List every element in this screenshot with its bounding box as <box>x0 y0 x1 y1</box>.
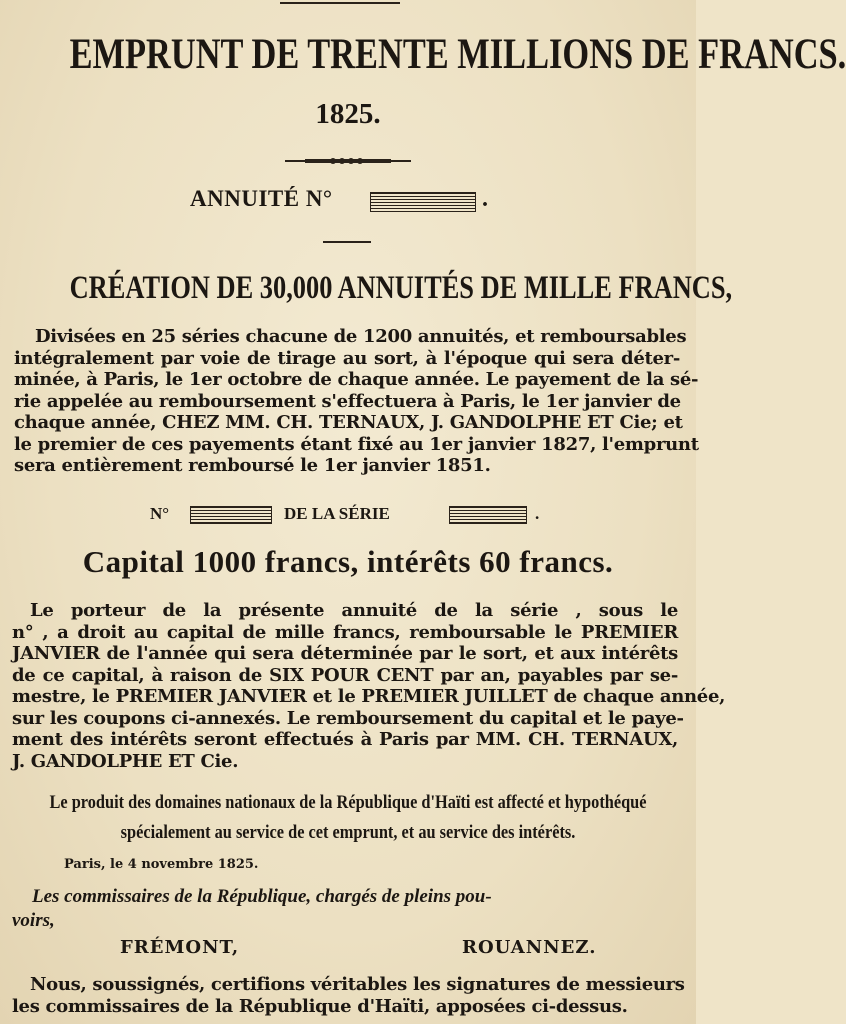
body-line: Le porteur de la présente annuité de la série , sous le <box>30 600 678 621</box>
commissaires-line: voirs, <box>12 910 55 931</box>
annuite-label: ANNUITÉ N° <box>190 186 333 211</box>
certification-line: Nous, soussignés, certifions véritables les signatures de messieurs <box>30 974 685 995</box>
document-date: Paris, le 4 novembre 1825. <box>64 857 259 872</box>
intro-line: intégralement par voie de tirage au sort, à l'époque qui sera déter- <box>14 347 680 369</box>
intro-line: Divisées en 25 séries chacune de 1200 annuités, et remboursables <box>35 326 687 347</box>
intro-line: minée, à Paris, le 1er octobre de chaque année. Le payement de la sé- <box>14 369 699 390</box>
ornament-divider <box>285 156 411 166</box>
serie-label: DE LA SÉRIE <box>284 504 390 523</box>
body-paragraph <box>12 600 726 772</box>
intro-paragraph <box>14 326 699 477</box>
body-line: J. GANDOLPHE ET Cie. <box>12 750 239 772</box>
body-line: sur les coupons ci-annexés. Le remboursement du capital et le paye- <box>12 707 684 729</box>
capital-heading: Capital 1000 francs, intérêts 60 francs. <box>82 544 614 579</box>
serie-number-blank <box>190 506 272 524</box>
creation-heading: CRÉATION DE 30,000 ANNUITÉS DE MILLE FRANCS, <box>69 270 733 306</box>
serie-period: . <box>535 504 540 523</box>
signature-fremont: FRÉMONT, <box>120 937 240 958</box>
body-line: n° , a droit au capital de mille francs, remboursable le PREMIER <box>12 621 678 643</box>
produit-line: Le produit des domaines nationaux de la République d'Haïti est affecté et hypothéqué <box>49 792 647 813</box>
signature-rouannez: ROUANNEZ. <box>462 937 597 958</box>
annuite-number-blank <box>370 192 476 212</box>
certification-line: les commissaires de la République d'Haïti, apposées ci-dessus. <box>12 995 628 1017</box>
serie-blank <box>449 506 527 524</box>
serie-no-label: N° <box>150 504 170 523</box>
body-line: mestre, le PREMIER JANVIER et le PREMIER JUILLET de chaque année, <box>12 686 726 707</box>
body-line: de ce capital, à raison de SIX POUR CENT par an, payables par se- <box>12 664 678 686</box>
document-title: EMPRUNT DE TRENTE MILLIONS DE FRANCS. <box>69 31 846 78</box>
certification-paragraph <box>12 974 685 1017</box>
body-line: ment des intérêts seront effectués à Paris par MM. CH. TERNAUX, <box>12 729 678 750</box>
intro-line: le premier de ces payements étant fixé au 1er janvier 1827, l'emprunt <box>14 433 699 455</box>
intro-line: rie appelée au remboursement s'effectuera à Paris, le 1er janvier de <box>14 390 681 412</box>
annuite-number-line <box>190 186 333 212</box>
small-rule <box>323 241 371 243</box>
produit-line: spécialement au service de cet emprunt, et au service des intérêts. <box>120 822 576 843</box>
intro-line: sera entièrement remboursé le 1er janvier 1851. <box>14 455 491 476</box>
document-year: 1825. <box>315 98 381 130</box>
body-line: JANVIER de l'année qui sera déterminée par le sort, et aux intérêts <box>12 643 678 664</box>
intro-line: chaque année, CHEZ MM. CH. TERNAUX, J. GANDOLPHE ET Cie; et <box>14 412 683 433</box>
top-rule <box>280 2 400 4</box>
commissaires-line: Les commissaires de la République, chargés de pleins pou- <box>32 886 492 907</box>
annuite-period: . <box>482 186 488 212</box>
